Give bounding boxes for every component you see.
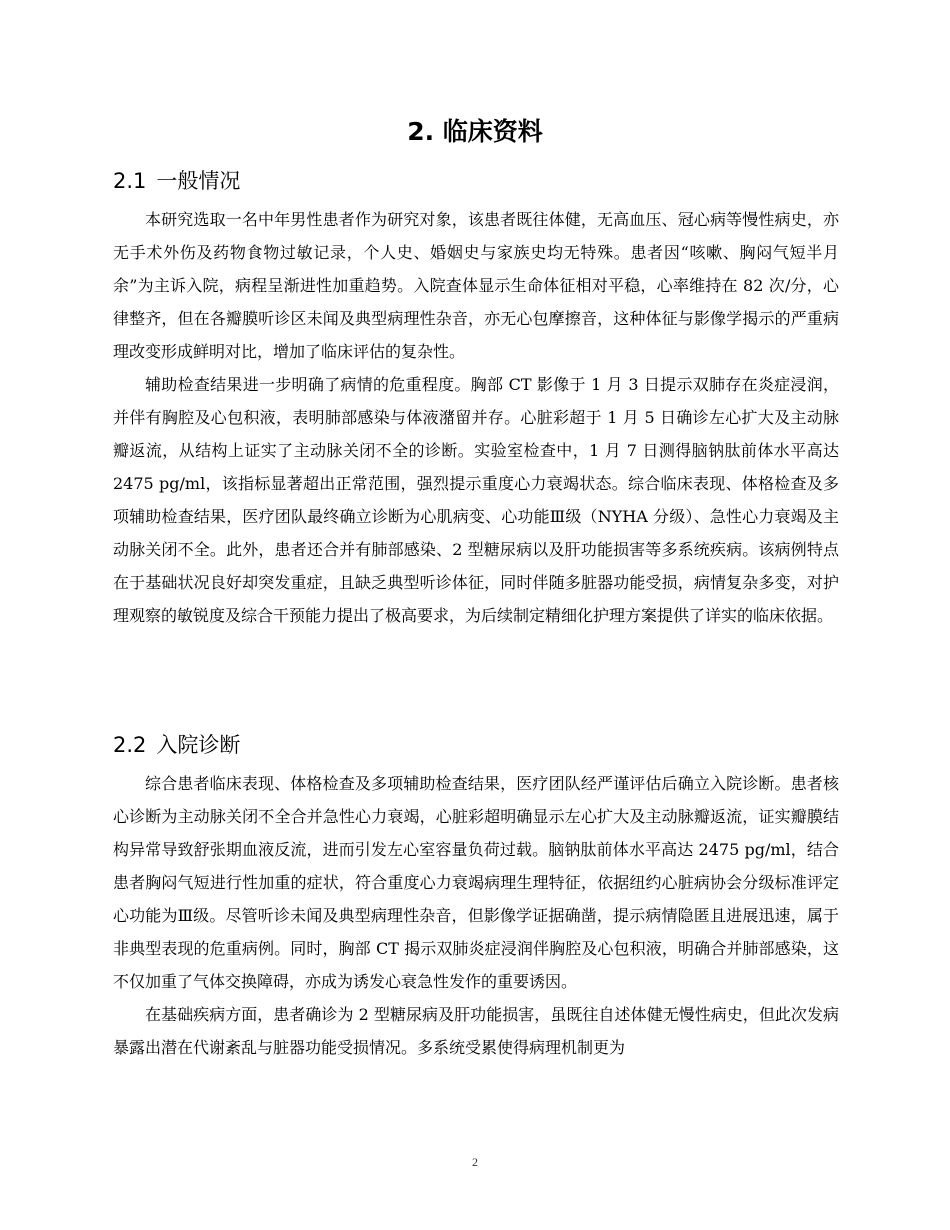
section-heading-2-2 bbox=[113, 729, 843, 761]
section-body-2-2 bbox=[113, 767, 839, 1064]
chapter-title: 2. 临床资料 bbox=[407, 117, 543, 146]
section-number: 2.2 bbox=[113, 733, 147, 757]
section-title: 一般情况 bbox=[156, 169, 241, 193]
paragraph: 综合患者临床表现、体格检查及多项辅助检查结果，医疗团队经严谨评估后确立入院诊断。患者核心诊断为主动脉关闭不全合并急性心力衰竭，心脏彩超明确显示左心扩大及主动脉瓣返流，证实瓣膜结构异常导致舒张期血液反流，进而引发左心室容量负荷过载。脑钠肽前体水平高达 2475 pg/ml，结合患者胸闷气短进行性加重的症状，符合重度心力衰竭病理生理特征，依据纽约心脏病协会分级标准评定心功能为Ⅲ级。尽管听诊未闻及典型病理性杂音，但影像学证据确凿，提示病情隐匿且进展迅速，属于非典型表现的危重病例。同时，胸部 CT 揭示双肺炎症浸润伴胸腔及心包积液，明确合并肺部感染，这不仅加重了气体交换障碍，亦成为诱发心衰急性发作的重要诱因。 bbox=[113, 774, 839, 991]
section-title: 入院诊断 bbox=[156, 733, 241, 757]
section-number: 2.1 bbox=[113, 169, 147, 193]
paragraph: 在基础疾病方面，患者确诊为 2 型糖尿病及肝功能损害，虽既往自述体健无慢性病史，但此次发病暴露出潜在代谢紊乱与脏器功能受损情况。多系统受累使得病理机制更为 bbox=[113, 1005, 839, 1057]
section-body-2-1 bbox=[113, 203, 839, 632]
page-number: 2 bbox=[472, 1155, 478, 1169]
paragraph: 辅助检查结果进一步明确了病情的危重程度。胸部 CT 影像于 1 月 3 日提示双肺存在炎症浸润，并伴有胸腔及心包积液，表明肺部感染与体液潴留并存。心脏彩超于 1 月 5 日确诊左心扩大及主动脉瓣返流，从结构上证实了主动脉关闭不全的诊断。实验室检查中，1 月 7 日测得脑钠肽前体水平高达 2475 pg/ml，该指标显著超出正常范围，强烈提示重度心力衰竭状态。综合临床表现、体格检查及多项辅助检查结果，医疗团队最终确立诊断为心肌病变、心功能Ⅲ级（NYHA 分级）、急性心力衰竭及主动脉关闭不全。此外，患者还合并有肺部感染、2 型糖尿病以及肝功能损害等多系统疾病。该病例特点在于基础状况良好却突发重症，且缺乏典型听诊体征，同时伴随多脏器功能受损，病情复杂多变，对护理观察的敏锐度及综合干预能力提出了极高要求，为后续制定精细化护理方案提供了详实的临床依据。 bbox=[113, 375, 839, 625]
section-heading-2-1 bbox=[113, 165, 843, 197]
paragraph: 本研究选取一名中年男性患者作为研究对象，该患者既往体健，无高血压、冠心病等慢性病史，亦无手术外伤及药物食物过敏记录，个人史、婚姻史与家族史均无特殊。患者因“咳嗽、胸闷气短半月余”为主诉入院，病程呈渐进性加重趋势。入院查体显示生命体征相对平稳，心率维持在 82 次/分，心律整齐，但在各瓣膜听诊区未闻及典型病理性杂音，亦无心包摩擦音，这种体征与影像学揭示的严重病理改变形成鲜明对比，增加了临床评估的复杂性。 bbox=[113, 210, 839, 361]
